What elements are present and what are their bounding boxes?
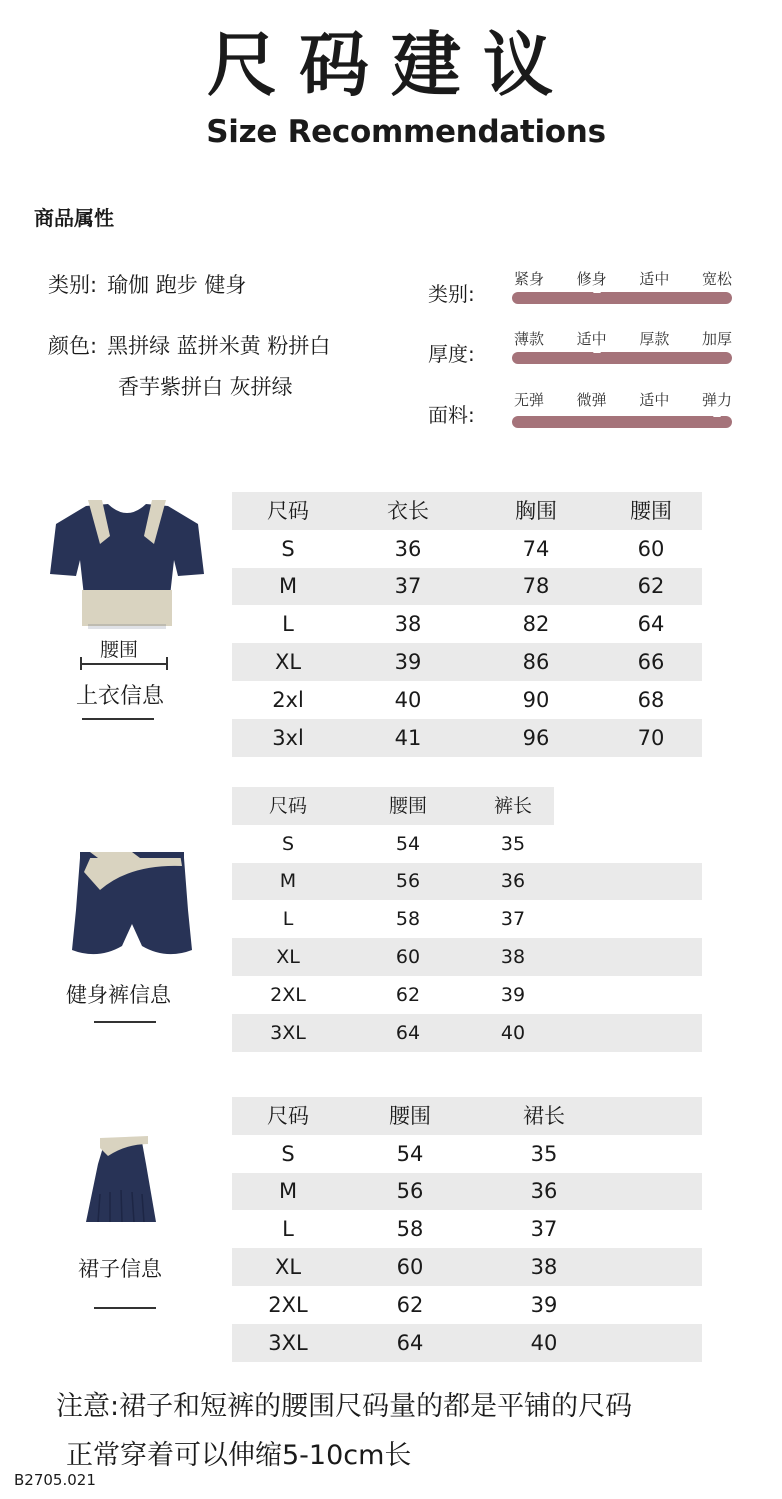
- table-cell: S: [281, 832, 295, 855]
- scale-labels: [514, 391, 732, 409]
- table-header-row: [232, 1097, 702, 1135]
- scale-label: 加厚: [701, 330, 732, 348]
- table-cell: 40: [500, 1021, 526, 1044]
- table-cell: 56: [395, 870, 421, 893]
- scale-bar: [512, 352, 732, 364]
- sku-code: B2705.021: [14, 1471, 96, 1489]
- table-row: [232, 1173, 702, 1211]
- attributes-heading: 商品属性: [34, 206, 114, 230]
- scale-labels: [514, 330, 732, 348]
- table-cell: 66: [637, 650, 665, 675]
- top-size-table: [232, 492, 702, 757]
- table-row: [232, 530, 702, 568]
- table-header-cell: 裙长: [523, 1103, 565, 1128]
- table-cell: 82: [522, 612, 550, 637]
- shorts-caption: 健身裤信息: [66, 983, 171, 1007]
- table-cell: 78: [522, 574, 550, 599]
- scale-label: 修身: [576, 270, 607, 288]
- table-header-cell: 尺码: [268, 794, 307, 817]
- table-cell: 2XL: [268, 1292, 308, 1317]
- table-cell: 3XL: [268, 1330, 308, 1355]
- shorts-caption-underline: [94, 1021, 156, 1023]
- table-cell: 96: [522, 725, 550, 750]
- scale-bar: [512, 416, 732, 428]
- table-header-cell: 裤长: [493, 794, 532, 817]
- scale-marker: [713, 411, 721, 417]
- category-value: 瑜伽 跑步 健身: [107, 273, 247, 297]
- table-cell: 68: [637, 687, 665, 712]
- table-header-band: [232, 787, 554, 825]
- shorts-size-table: [232, 787, 702, 1052]
- table-cell: 74: [522, 536, 550, 561]
- table-header-cell: 胸围: [515, 498, 557, 523]
- table-cell: 37: [394, 574, 422, 599]
- table-row: [232, 643, 702, 681]
- table-cell: 35: [530, 1141, 558, 1166]
- color-value-line1: 黑拼绿 蓝拼米黄 粉拼白: [107, 334, 331, 358]
- table-cell: S: [281, 1141, 295, 1166]
- table-cell: 64: [637, 612, 665, 637]
- table-cell: 39: [394, 650, 422, 675]
- table-cell: M: [278, 1179, 298, 1204]
- top-caption-underline: [82, 718, 154, 720]
- scale-bar: [512, 292, 732, 304]
- table-row: [232, 863, 702, 901]
- waist-measure-line: [80, 663, 168, 665]
- crop-top-illustration: [48, 496, 206, 630]
- table-cell: S: [281, 536, 295, 561]
- table-cell: XL: [274, 1255, 302, 1280]
- table-cell: 86: [522, 650, 550, 675]
- scale-label: 适中: [639, 270, 670, 288]
- table-header-cell: 腰围: [388, 794, 427, 817]
- note-line2: 正常穿着可以伸缩5-10cm长: [66, 1440, 412, 1471]
- color-attribute: [48, 332, 330, 360]
- table-cell: 54: [396, 1141, 424, 1166]
- table-cell: 62: [395, 983, 421, 1006]
- table-cell: 56: [396, 1179, 424, 1204]
- table-cell: M: [279, 870, 297, 893]
- scale-label: 微弹: [576, 391, 607, 409]
- table-row: [232, 900, 702, 938]
- scale-name: 类别:: [428, 282, 475, 306]
- scale-name: 厚度:: [428, 342, 475, 366]
- table-cell: 37: [530, 1217, 558, 1242]
- shorts-illustration: [70, 850, 194, 960]
- page-subtitle: Size Recommendations: [206, 114, 606, 150]
- skirt-caption-underline: [94, 1307, 156, 1309]
- skirt-illustration: [86, 1134, 156, 1226]
- table-cell: 3xl: [272, 725, 304, 750]
- scale-label: 无弹: [514, 391, 545, 409]
- table-cell: 64: [395, 1021, 421, 1044]
- table-cell: 2xl: [272, 687, 304, 712]
- scale-label: 薄款: [514, 330, 545, 348]
- table-cell: 40: [530, 1330, 558, 1355]
- waist-measure-tick-right: [166, 657, 168, 670]
- table-cell: 39: [500, 983, 526, 1006]
- scale-marker: [593, 287, 601, 293]
- table-cell: M: [278, 574, 298, 599]
- category-attribute: [48, 271, 246, 299]
- page-title: 尺码建议: [207, 24, 575, 106]
- table-header-cell: 衣长: [387, 498, 429, 523]
- table-cell: 37: [500, 908, 526, 931]
- category-label: 类别:: [48, 273, 98, 297]
- table-header-cell: 腰围: [630, 498, 672, 523]
- table-row: [232, 1210, 702, 1248]
- table-cell: L: [282, 1217, 294, 1242]
- table-cell: 60: [396, 1255, 424, 1280]
- table-cell: 36: [394, 536, 422, 561]
- scale-label: 宽松: [701, 270, 732, 288]
- table-cell: 60: [395, 946, 421, 969]
- table-cell: L: [282, 908, 294, 931]
- scale-label: 紧身: [514, 270, 545, 288]
- table-cell: 38: [394, 612, 422, 637]
- table-cell: 64: [396, 1330, 424, 1355]
- table-cell: 2XL: [270, 983, 306, 1006]
- scale-label: 适中: [639, 391, 670, 409]
- scale-labels: [514, 270, 732, 288]
- table-cell: 70: [637, 725, 665, 750]
- table-row: [232, 1286, 702, 1324]
- skirt-size-table: [232, 1097, 702, 1362]
- table-row: [232, 1014, 702, 1052]
- table-header-row: [232, 492, 702, 530]
- table-cell: 36: [500, 870, 526, 893]
- table-row: [232, 1248, 702, 1286]
- scale-name: 面料:: [428, 403, 475, 427]
- waist-measure-tick-left: [80, 657, 82, 670]
- table-row: [232, 938, 702, 976]
- table-cell: 90: [522, 687, 550, 712]
- table-cell: 58: [395, 908, 421, 931]
- skirt-caption: 裙子信息: [78, 1257, 162, 1281]
- table-cell: 3XL: [270, 1021, 306, 1044]
- table-row: [232, 681, 702, 719]
- table-header-cell: 尺码: [267, 498, 309, 523]
- table-cell: XL: [276, 946, 300, 969]
- scale-label: 适中: [576, 330, 607, 348]
- table-cell: L: [282, 612, 294, 637]
- table-cell: 36: [530, 1179, 558, 1204]
- scale-label: 厚款: [639, 330, 670, 348]
- table-row: [232, 1135, 702, 1173]
- table-cell: 40: [394, 687, 422, 712]
- table-cell: 39: [530, 1292, 558, 1317]
- table-row: [232, 605, 702, 643]
- scale-marker: [593, 347, 601, 353]
- waist-label: 腰围: [100, 639, 139, 661]
- table-cell: 62: [396, 1292, 424, 1317]
- table-header-row: [232, 787, 702, 825]
- table-cell: 60: [637, 536, 665, 561]
- table-cell: 54: [395, 832, 421, 855]
- color-label: 颜色:: [48, 334, 98, 358]
- table-row: [232, 568, 702, 606]
- table-row: [232, 976, 702, 1014]
- table-header-cell: 腰围: [389, 1103, 431, 1128]
- note-line1: 注意:裙子和短裤的腰围尺码量的都是平铺的尺码: [56, 1391, 633, 1422]
- table-cell: 38: [500, 946, 526, 969]
- table-cell: 38: [530, 1255, 558, 1280]
- table-cell: 58: [396, 1217, 424, 1242]
- scale-label: 弹力: [701, 391, 732, 409]
- table-header-cell: 尺码: [267, 1103, 309, 1128]
- table-row: [232, 825, 702, 863]
- table-cell: XL: [274, 650, 302, 675]
- table-cell: 41: [394, 725, 422, 750]
- table-row: [232, 1324, 702, 1362]
- top-caption: 上衣信息: [76, 684, 165, 709]
- table-row: [232, 719, 702, 757]
- table-cell: 62: [637, 574, 665, 599]
- table-cell: 35: [500, 832, 526, 855]
- color-value-line2: 香芋紫拼白 灰拼绿: [118, 375, 293, 399]
